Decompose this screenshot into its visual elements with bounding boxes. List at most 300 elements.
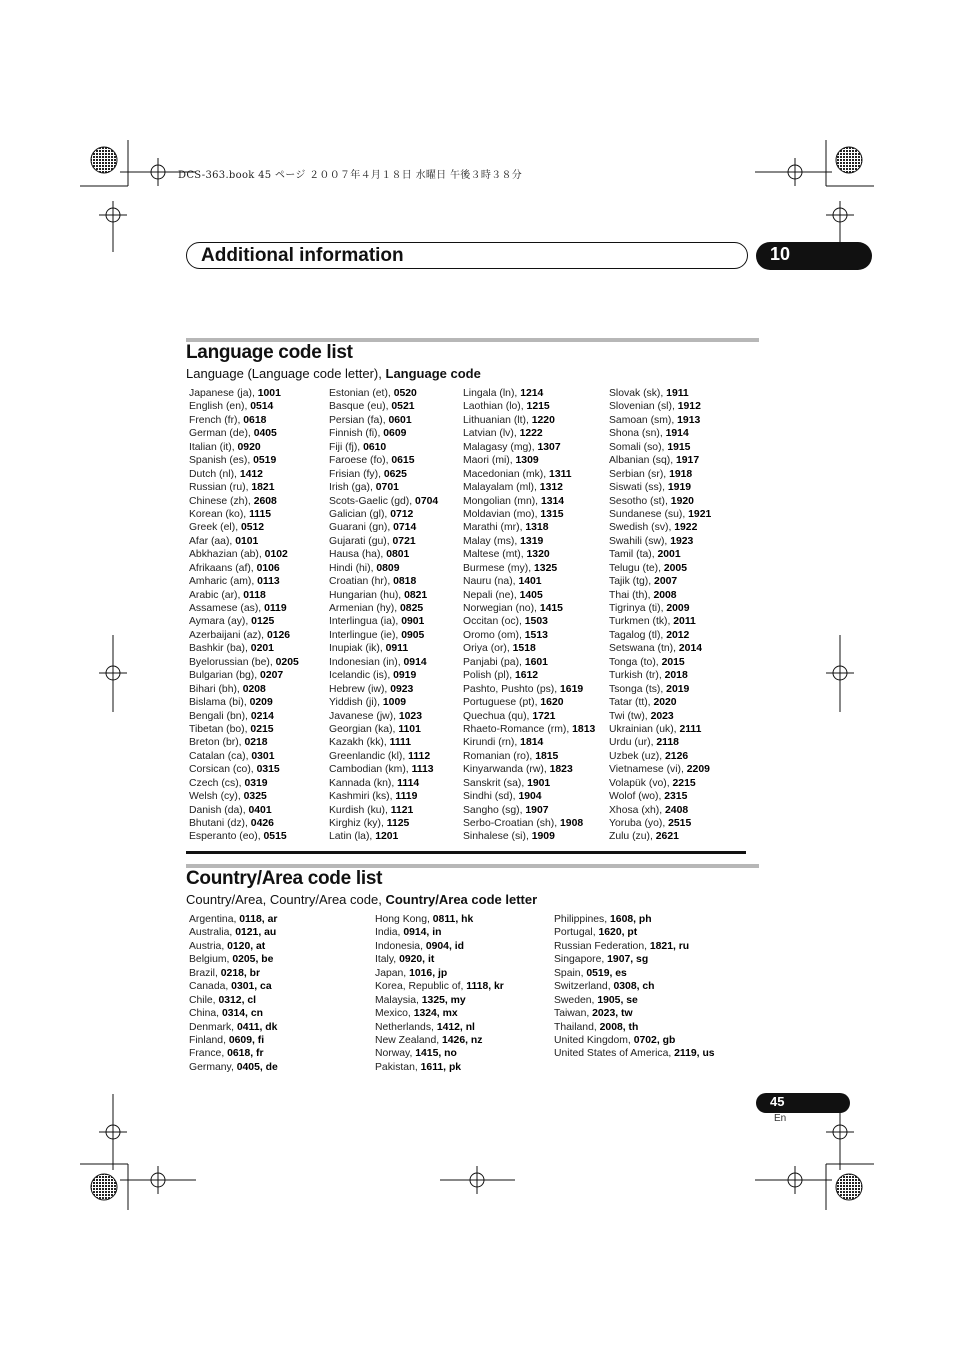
entry-code: 1922 [674, 522, 698, 534]
language-entry [189, 615, 299, 628]
entry-name: Nauru (na), [463, 576, 519, 588]
language-entry [189, 589, 299, 602]
language-entry [609, 817, 711, 830]
country-entry [375, 1021, 504, 1034]
country-section-subtitle [186, 892, 537, 907]
entry-name: Hindi (hi), [329, 562, 377, 574]
language-entry [329, 400, 438, 413]
language-entry [189, 642, 299, 655]
entry-name: Welsh (cy), [189, 791, 244, 803]
entry-code: 1915 [667, 441, 691, 453]
language-entry [463, 830, 595, 843]
entry-name: Aymara (ay), [189, 616, 252, 628]
entry-name: Assamese (as), [189, 603, 265, 614]
entry-code: 0514 [250, 401, 274, 413]
entry-name: Serbo-Croatian (sh), [463, 818, 561, 829]
language-entry [329, 830, 438, 843]
entry-name: Interlingue (ie), [329, 629, 402, 641]
entry-name: Shona (sn), [609, 428, 666, 440]
entry-name: Kirundi (rn), [463, 737, 521, 749]
language-entry [609, 575, 711, 588]
country-entry [375, 926, 504, 939]
language-entry [329, 387, 438, 400]
entry-name: Germany, [189, 1061, 237, 1073]
language-entry [329, 656, 438, 669]
entry-name: Greenlandic (kl), [329, 750, 409, 762]
entry-name: Turkmen (tk), [609, 616, 674, 628]
entry-name: Tajik (tg), [609, 576, 655, 588]
entry-name: Panjabi (pa), [463, 656, 525, 668]
entry-name: Swahili (sw), [609, 535, 671, 547]
entry-code: 1415, no [415, 1048, 457, 1060]
entry-name: Armenian (hy), [329, 603, 401, 614]
entry-name: Somali (so), [609, 441, 668, 453]
entry-name: Korean (ko), [189, 508, 250, 520]
entry-code: 0319 [244, 777, 268, 789]
language-entry [463, 777, 595, 790]
entry-code: 1412 [239, 468, 263, 480]
language-entry [329, 669, 438, 682]
entry-name: Kannada (kn), [329, 777, 398, 789]
entry-name: Sindhi (sd), [463, 791, 519, 803]
country-entry [375, 994, 504, 1007]
entry-code: 0125 [251, 616, 275, 628]
entry-code: 0121, au [235, 927, 277, 939]
entry-code: 1904 [518, 791, 542, 803]
entry-name: Moldavian (mo), [463, 508, 541, 520]
entry-code: 1901 [527, 777, 551, 789]
entry-name: Breton (br), [189, 737, 245, 749]
entry-name: Bashkir (ba), [189, 643, 251, 655]
entry-code: 1905, se [597, 994, 638, 1006]
entry-code: 1118, kr [466, 981, 504, 993]
entry-name: Thai (th), [609, 589, 654, 601]
entry-name: Tibetan (bo), [189, 723, 251, 735]
language-entry [329, 790, 438, 803]
language-entry [463, 481, 595, 494]
country-column-1 [189, 913, 278, 1074]
entry-name: Japan, [375, 967, 410, 979]
country-entry [189, 913, 278, 926]
entry-code: 2012 [666, 629, 690, 641]
entry-name: Icelandic (is), [329, 670, 394, 682]
language-entry [463, 656, 595, 669]
language-entry [189, 562, 299, 575]
entry-code: 0625 [383, 468, 407, 480]
entry-name: Tigrinya (ti), [609, 603, 667, 614]
entry-code: 2119, us [674, 1048, 715, 1060]
entry-name: France, [189, 1048, 228, 1060]
language-entry [189, 387, 299, 400]
language-entry [463, 535, 595, 548]
language-entry [463, 468, 595, 481]
entry-name: Afrikaans (af), [189, 562, 257, 574]
entry-code: 1518 [512, 643, 536, 655]
entry-code: 1113 [411, 764, 434, 776]
country-entry [554, 1047, 715, 1060]
language-entry [189, 575, 299, 588]
entry-code: 2005 [663, 562, 687, 574]
language-entry [329, 750, 438, 763]
entry-name: India, [375, 927, 404, 939]
entry-code: 2008 [653, 589, 677, 601]
entry-name: Kazakh (kk), [329, 737, 390, 749]
entry-name: Samoan (sm), [609, 414, 678, 426]
entry-code: 1112 [408, 750, 431, 762]
language-entry [609, 468, 711, 481]
language-entry [463, 387, 595, 400]
entry-name: Canada, [189, 981, 232, 993]
entry-name: Hong Kong, [375, 914, 433, 925]
crosshair-icon [99, 201, 127, 229]
entry-code: 1608, ph [610, 914, 652, 925]
language-entry [189, 790, 299, 803]
entry-name: Finland, [189, 1034, 229, 1046]
entry-code: 1503 [524, 616, 548, 628]
language-entry [609, 750, 711, 763]
entry-code: 0923 [390, 683, 414, 695]
entry-code: 1911 [666, 388, 689, 399]
entry-name: Latin (la), [329, 831, 376, 843]
entry-name: Swedish (sv), [609, 522, 675, 534]
language-entry [609, 629, 711, 642]
entry-code: 0314, cn [221, 1008, 263, 1020]
country-entry [189, 1034, 278, 1047]
country-entry [554, 1007, 715, 1020]
entry-code: 1426, nz [442, 1034, 483, 1046]
language-entry [189, 454, 299, 467]
language-section-subtitle [186, 366, 481, 381]
entry-code: 1315 [540, 508, 564, 520]
language-entry [189, 535, 299, 548]
country-entry [189, 1007, 278, 1020]
language-entry [463, 629, 595, 642]
entry-code: 2001 [657, 549, 681, 561]
entry-code: 0704 [415, 495, 439, 507]
country-entry [554, 994, 715, 1007]
entry-code: 0914 [403, 656, 427, 668]
entry-name: Sinhalese (si), [463, 831, 532, 843]
country-entry [375, 940, 504, 953]
language-entry [609, 521, 711, 534]
entry-name: Latvian (lv), [463, 428, 520, 440]
entry-code: 2608 [253, 495, 277, 507]
entry-code: 0205, be [232, 954, 274, 966]
entry-code: 1721 [532, 710, 556, 722]
chapter-badge [756, 242, 872, 270]
entry-name: Bhutani (dz), [189, 818, 251, 829]
language-entry [609, 562, 711, 575]
entry-code: 1918 [669, 468, 693, 480]
entry-name: Dutch (nl), [189, 468, 240, 480]
entry-code: 0911 [385, 643, 409, 655]
entry-code: 0919 [393, 670, 417, 682]
entry-code: 0405 [253, 428, 277, 440]
entry-name: Guarani (gn), [329, 522, 394, 534]
language-entry [609, 400, 711, 413]
country-entry [189, 1021, 278, 1034]
entry-name: United Kingdom, [554, 1034, 634, 1046]
entry-code: 0618, fr [227, 1048, 264, 1060]
language-entry [189, 629, 299, 642]
entry-name: Volapük (vo), [609, 777, 673, 789]
entry-code: 1119 [395, 791, 418, 803]
country-entry [554, 926, 715, 939]
subtitle-text: Country/Area, Country/Area code, [186, 892, 386, 907]
language-entry [329, 441, 438, 454]
entry-name: Cambodian (km), [329, 764, 412, 776]
entry-code: 1023 [398, 710, 422, 722]
language-column-2 [329, 387, 438, 844]
entry-code: 1620 [540, 697, 564, 709]
language-entry [609, 656, 711, 669]
language-entry [463, 710, 595, 723]
entry-name: Javanese (jw), [329, 710, 399, 722]
language-entry [189, 521, 299, 534]
entry-name: Persian (fa), [329, 414, 389, 426]
language-entry [609, 427, 711, 440]
entry-code: 0512 [240, 522, 265, 534]
entry-name: Sundanese (su), [609, 508, 689, 520]
page-number-badge [756, 1093, 850, 1113]
language-entry [463, 804, 595, 817]
country-entry [554, 940, 715, 953]
entry-code: 2018 [664, 670, 688, 682]
entry-code: 2515 [668, 818, 692, 829]
entry-name: Pashto, Pushto (ps), [463, 683, 561, 695]
entry-code: 0905 [401, 629, 425, 641]
country-section-title: Country/Area code list [186, 868, 383, 889]
entry-name: Austria, [189, 940, 228, 952]
language-entry [609, 736, 711, 749]
entry-code: 1319 [520, 535, 544, 547]
language-entry [189, 817, 299, 830]
entry-code: 1619 [560, 683, 584, 695]
entry-code: 1009 [382, 697, 407, 709]
entry-name: Maltese (mt), [463, 549, 527, 561]
entry-name: Azerbaijani (az), [189, 629, 267, 641]
entry-name: Macedonian (mk), [463, 468, 550, 480]
language-entry [189, 495, 299, 508]
language-entry [329, 615, 438, 628]
language-entry [329, 589, 438, 602]
country-entry [375, 953, 504, 966]
entry-name: China, [189, 1008, 222, 1020]
entry-code: 0825 [400, 603, 424, 614]
country-entry [554, 913, 715, 926]
language-entry [609, 548, 711, 561]
language-entry [329, 696, 438, 709]
entry-code: 1314 [540, 495, 565, 507]
entry-code: 0618 [243, 414, 267, 426]
language-entry [189, 710, 299, 723]
entry-code: 2020 [653, 697, 677, 709]
language-entry [329, 414, 438, 427]
entry-name: Greek (el), [189, 522, 241, 534]
entry-code: 1909 [531, 831, 555, 843]
page-number: 45 [770, 1094, 785, 1109]
entry-code: 1913 [677, 414, 701, 426]
entry-name: Tonga (to), [609, 656, 662, 668]
entry-name: Romanian (ro), [463, 750, 536, 762]
chapter-header [186, 242, 748, 269]
entry-name: Urdu (ur), [609, 737, 657, 749]
language-entry [609, 602, 711, 615]
language-entry [329, 454, 438, 467]
entry-code: 2118 [656, 737, 679, 749]
entry-name: Oriya (or), [463, 643, 513, 655]
entry-name: Tagalog (tl), [609, 629, 667, 641]
entry-name: Malayalam (ml), [463, 482, 540, 494]
entry-name: Kirghiz (ky), [329, 818, 387, 829]
entry-code: 0214 [250, 710, 274, 722]
country-entry [554, 1034, 715, 1047]
entry-name: Kashmiri (ks), [329, 791, 396, 803]
language-entry [609, 710, 711, 723]
entry-code: 0120, at [227, 940, 266, 952]
entry-code: 0811, hk [432, 914, 474, 925]
language-entry [609, 804, 711, 817]
entry-code: 0401 [248, 804, 272, 816]
entry-name: Slovenian (sl), [609, 401, 678, 413]
entry-code: 0714 [393, 522, 417, 534]
entry-name: United States of America, [554, 1048, 675, 1060]
entry-code: 0914, in [403, 927, 442, 939]
entry-name: Indonesia, [375, 940, 426, 952]
entry-code: 1309 [515, 455, 539, 467]
entry-name: Bihari (bh), [189, 683, 243, 695]
entry-code: 1325 [534, 562, 558, 574]
country-column-2 [375, 913, 504, 1074]
entry-code: 0113 [257, 576, 280, 588]
language-entry [329, 683, 438, 696]
language-entry [463, 817, 595, 830]
entry-code: 1405 [519, 589, 543, 601]
language-entry [189, 548, 299, 561]
entry-code: 0610 [363, 441, 387, 453]
entry-name: Serbian (sr), [609, 468, 670, 480]
language-entry [329, 575, 438, 588]
language-entry [463, 575, 595, 588]
language-entry [189, 602, 299, 615]
entry-name: Pakistan, [375, 1061, 421, 1073]
entry-code: 2019 [666, 683, 690, 695]
entry-name: Hungarian (hu), [329, 589, 405, 601]
entry-code: 2023 [650, 710, 674, 722]
entry-name: Philippines, [554, 914, 611, 925]
language-entry [609, 387, 711, 400]
entry-name: Uzbek (uz), [609, 750, 666, 762]
language-entry [189, 830, 299, 843]
entry-name: Inupiak (ik), [329, 643, 386, 655]
entry-name: Interlingua (ia), [329, 616, 402, 628]
entry-name: Turkish (tr), [609, 670, 665, 682]
entry-name: Denmark, [189, 1021, 237, 1033]
entry-code: 0920 [237, 441, 261, 453]
language-section-title: Language code list [186, 342, 353, 363]
entry-name: Indonesian (in), [329, 656, 404, 668]
entry-code: 1016, jp [409, 967, 448, 979]
entry-code: 0801 [386, 549, 410, 561]
entry-name: Spain, [554, 967, 587, 979]
entry-code: 0702, gb [633, 1034, 676, 1046]
entry-code: 1214 [520, 388, 544, 399]
country-entry [189, 980, 278, 993]
starburst-icon [836, 1174, 862, 1200]
country-entry [189, 926, 278, 939]
entry-name: Lingala (ln), [463, 388, 521, 399]
entry-code: 1813 [572, 723, 596, 735]
entry-code: 1612 [514, 670, 539, 682]
language-entry [329, 736, 438, 749]
country-entry [554, 953, 715, 966]
country-entry [189, 994, 278, 1007]
subtitle-bold: Language code [385, 366, 481, 381]
language-entry [463, 495, 595, 508]
entry-code: 0201 [250, 643, 274, 655]
entry-code: 0609 [383, 428, 407, 440]
entry-name: Danish (da), [189, 804, 249, 816]
entry-name: Gujarati (gu), [329, 535, 393, 547]
chapter-number: 10 [770, 244, 791, 264]
language-entry [609, 723, 711, 736]
entry-name: Oromo (om), [463, 629, 525, 641]
language-entry [609, 615, 711, 628]
entry-name: Twi (tw), [609, 710, 651, 722]
entry-code: 0426 [250, 818, 274, 829]
entry-code: 2014 [678, 643, 703, 655]
language-entry [609, 830, 711, 843]
language-entry [463, 763, 595, 776]
entry-name: Norway, [375, 1048, 416, 1060]
language-entry [189, 441, 299, 454]
language-entry [609, 441, 711, 454]
entry-name: Faroese (fo), [329, 455, 392, 467]
country-entry [375, 1007, 504, 1020]
entry-name: Wolof (wo), [609, 791, 665, 803]
entry-code: 2023, tw [592, 1008, 633, 1020]
starburst-icon [91, 147, 117, 173]
entry-code: 0904, id [425, 940, 464, 952]
entry-code: 1601 [524, 656, 548, 668]
entry-name: New Zealand, [375, 1034, 442, 1046]
entry-name: Slovak (sk), [609, 388, 667, 399]
entry-name: English (en), [189, 401, 251, 413]
entry-name: Lithuanian (lt), [463, 414, 532, 426]
entry-name: Mexico, [375, 1008, 414, 1020]
language-entry [329, 521, 438, 534]
section-end-rule [186, 851, 746, 854]
entry-code: 0315 [256, 764, 280, 776]
entry-code: 0721 [392, 535, 416, 547]
entry-name: Amharic (am), [189, 576, 258, 588]
entry-name: German (de), [189, 428, 254, 440]
entry-name: Portuguese (pt), [463, 697, 541, 709]
entry-name: Singapore, [554, 954, 608, 966]
starburst-icon [91, 1174, 117, 1200]
entry-code: 0126 [266, 629, 291, 641]
language-entry [329, 548, 438, 561]
entry-name: Chinese (zh), [189, 495, 254, 507]
entry-code: 0215 [250, 723, 274, 735]
entry-name: Sesotho (st), [609, 495, 671, 507]
entry-code: 1125 [386, 818, 410, 829]
entry-code: 0519, es [586, 967, 627, 979]
chapter-title: Additional information [201, 245, 404, 266]
entry-code: 0312, cl [218, 994, 257, 1006]
entry-code: 0118 [243, 589, 266, 601]
entry-code: 1921 [688, 508, 712, 520]
